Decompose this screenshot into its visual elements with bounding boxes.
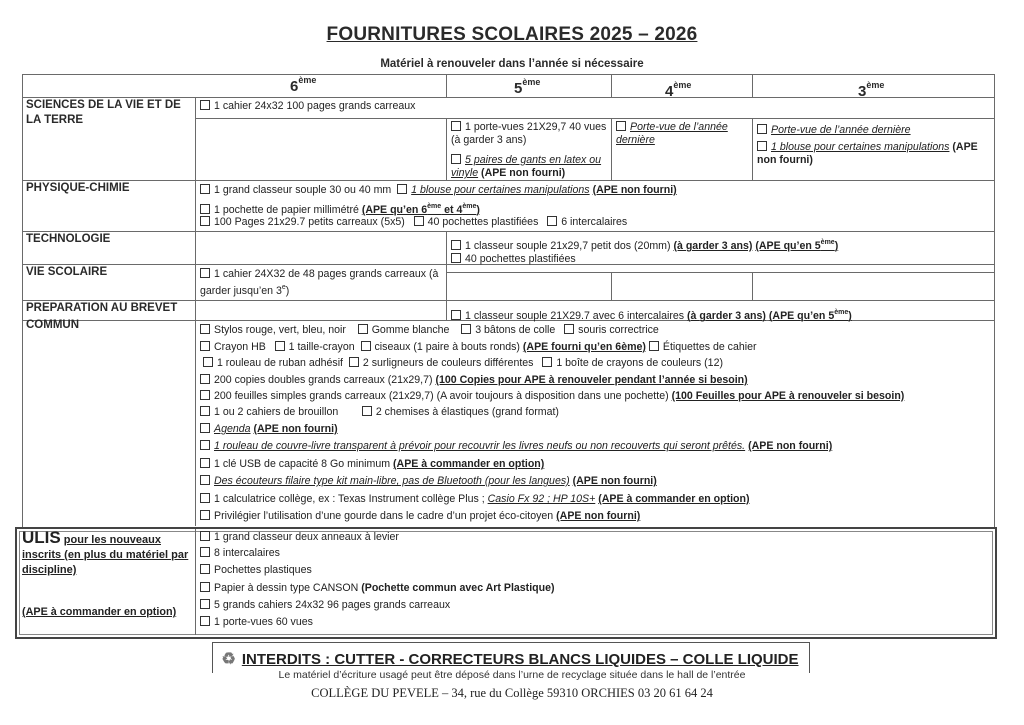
checkbox-icon[interactable] xyxy=(362,406,372,416)
ulis-note: (APE à commander en option) xyxy=(22,606,177,618)
list-item: 1 rouleau de couvre-livre transparent à prévoir pour recouvrir les livres neufs ou non recouverts qui seront prêtés. (APE non fourni) xyxy=(200,440,832,453)
list-item: 1 pochette de papier millimétré (APE qu’en 6ème et 4ème) xyxy=(200,200,480,217)
list-item: 1 cahier 24X32 de 48 pages grands carreaux (à garder jusqu’en 3e) xyxy=(200,268,439,297)
list-item: 1 grand classeur deux anneaux à levier xyxy=(200,531,399,544)
page-title: FOURNITURES SCOLAIRES 2025 – 2026 xyxy=(326,24,698,45)
checkbox-icon[interactable] xyxy=(757,124,767,134)
section-vie-scolaire: VIE SCOLAIRE xyxy=(26,266,108,278)
checkbox-icon[interactable] xyxy=(200,458,210,468)
checkbox-icon[interactable] xyxy=(547,216,557,226)
list-item: Des écouteurs filaire type kit main-libre, pas de Bluetooth (pour les langues) (APE non fourni) xyxy=(200,475,657,488)
checkbox-icon[interactable] xyxy=(200,390,210,400)
checkbox-icon[interactable] xyxy=(200,204,210,214)
list-item: 1 ou 2 cahiers de brouillon 2 chemises à élastiques (grand format) xyxy=(200,406,559,419)
checkbox-icon[interactable] xyxy=(200,216,210,226)
list-item: 1 classeur souple 21X29.7 avec 6 intercalaires (à garder 3 ans) (APE qu’en 5ème) xyxy=(451,306,852,323)
forbidden-items: ♻ INTERDITS : CUTTER - CORRECTEURS BLANCS LIQUIDES – COLLE LIQUIDE xyxy=(221,651,799,668)
checkbox-icon[interactable] xyxy=(200,475,210,485)
checkbox-icon[interactable] xyxy=(451,253,461,263)
list-item: 200 copies doubles grands carreaux (21x29,7) (100 Copies pour APE à renouveler pendant l’année si besoin) xyxy=(200,374,748,387)
checkbox-icon[interactable] xyxy=(200,406,210,416)
checkbox-icon[interactable] xyxy=(200,616,210,626)
list-item: Papier à dessin type CANSON (Pochette commun avec Art Plastique) xyxy=(200,582,555,595)
list-item: 40 pochettes plastifiées xyxy=(451,253,576,266)
list-item: 5 grands cahiers 24x32 96 pages grands carreaux xyxy=(200,599,450,612)
checkbox-icon[interactable] xyxy=(461,324,471,334)
list-item: 1 cahier 24x32 100 pages grands carreaux xyxy=(200,100,415,113)
list-item: Porte-vue de l’année dernière xyxy=(757,124,911,137)
checkbox-icon[interactable] xyxy=(414,216,424,226)
school-address: COLLÈGE DU PEVELE – 34, rue du Collège 59310 ORCHIES 03 20 61 64 24 xyxy=(311,686,713,700)
level-3: 3ème xyxy=(858,80,885,100)
checkbox-icon[interactable] xyxy=(200,100,210,110)
checkbox-icon[interactable] xyxy=(200,599,210,609)
checkbox-icon[interactable] xyxy=(200,531,210,541)
list-item: 8 intercalaires xyxy=(200,547,280,560)
checkbox-icon[interactable] xyxy=(649,341,659,351)
level-5: 5ème xyxy=(514,77,541,97)
level-6: 6ème xyxy=(290,75,317,95)
checkbox-icon[interactable] xyxy=(275,341,285,351)
checkbox-icon[interactable] xyxy=(200,440,210,450)
checkbox-icon[interactable] xyxy=(542,357,552,367)
list-item: 1 calculatrice collège, ex : Texas Instrument collège Plus ; Casio Fx 92 ; HP 10S+ (APE à commander en option) xyxy=(200,493,750,506)
list-item: 100 Pages 21x29.7 petits carreaux (5x5) 40 pochettes plastifiées 6 intercalaires xyxy=(200,216,627,229)
checkbox-icon[interactable] xyxy=(200,268,210,278)
checkbox-icon[interactable] xyxy=(203,357,213,367)
list-item: Stylos rouge, vert, bleu, noir Gomme blanche 3 bâtons de colle souris correctrice xyxy=(200,324,659,337)
checkbox-icon[interactable] xyxy=(451,154,461,164)
list-item: 5 paires de gants en latex ou vinyle (APE non fourni) xyxy=(451,154,602,179)
section-techno: TECHNOLOGIE xyxy=(26,233,111,245)
list-item: 200 feuilles simples grands carreaux (21x29,7) (A avoir toujours à disposition dans une pochette) (100 Feuilles pour APE à renouveler si besoin) xyxy=(200,390,904,403)
checkbox-icon[interactable] xyxy=(200,582,210,592)
section-brevet: PREPARATION AU BREVET xyxy=(26,302,178,314)
section-svt: SCIENCES DE LA VIE ET DE LA TERRE xyxy=(26,99,181,126)
checkbox-icon[interactable] xyxy=(358,324,368,334)
checkbox-icon[interactable] xyxy=(451,310,461,320)
checkbox-icon[interactable] xyxy=(616,121,626,131)
recycle-icon: ♻ xyxy=(221,651,236,668)
list-item: Privilégier l’utilisation d’une gourde dans le cadre d’un projet éco-citoyen (APE non fourni) xyxy=(200,510,640,523)
list-item: 1 blouse pour certaines manipulations (APE non fourni) xyxy=(757,141,978,166)
checkbox-icon[interactable] xyxy=(451,240,461,250)
list-item: Pochettes plastiques xyxy=(200,564,312,577)
page-subtitle: Matériel à renouveler dans l’année si nécessaire xyxy=(380,58,644,70)
section-pc: PHYSIQUE-CHIMIE xyxy=(26,182,130,194)
checkbox-icon[interactable] xyxy=(200,184,210,194)
checkbox-icon[interactable] xyxy=(200,564,210,574)
list-item: 1 porte-vues 60 vues xyxy=(200,616,313,629)
list-item: 1 clé USB de capacité 8 Go minimum (APE à commander en option) xyxy=(200,458,544,471)
level-4: 4ème xyxy=(665,80,692,100)
checkbox-icon[interactable] xyxy=(200,510,210,520)
checkbox-icon[interactable] xyxy=(349,357,359,367)
ulis-title: ULIS pour les nouveaux inscrits (en plus du matériel par discipline) xyxy=(22,528,189,576)
list-item: 1 porte-vues 21X29,7 40 vues (à garder 3 ans) xyxy=(451,121,607,146)
checkbox-icon[interactable] xyxy=(757,141,767,151)
recycle-note: Le matériel d’écriture usagé peut être déposé dans l’urne de recyclage située dans le hall de l’entrée xyxy=(278,669,746,681)
checkbox-icon[interactable] xyxy=(200,374,210,384)
list-item: Porte-vue de l’année dernière xyxy=(616,121,728,146)
checkbox-icon[interactable] xyxy=(361,341,371,351)
checkbox-icon[interactable] xyxy=(200,547,210,557)
checkbox-icon[interactable] xyxy=(200,423,210,433)
list-item: 1 grand classeur souple 30 ou 40 mm 1 blouse pour certaines manipulations (APE non fourni) xyxy=(200,184,677,197)
checkbox-icon[interactable] xyxy=(200,324,210,334)
section-commun: COMMUN xyxy=(26,319,80,331)
checkbox-icon[interactable] xyxy=(397,184,407,194)
checkbox-icon[interactable] xyxy=(564,324,574,334)
list-item: 1 classeur souple 21x29,7 petit dos (20mm) (à garder 3 ans) (APE qu’en 5ème) xyxy=(451,236,838,253)
list-item: 1 rouleau de ruban adhésif 2 surligneurs de couleurs différentes 1 boîte de crayons de couleurs (12) xyxy=(200,357,723,370)
checkbox-icon[interactable] xyxy=(451,121,461,131)
checkbox-icon[interactable] xyxy=(200,341,210,351)
checkbox-icon[interactable] xyxy=(200,493,210,503)
list-item: Agenda (APE non fourni) xyxy=(200,423,338,436)
list-item: Crayon HB 1 taille-crayon ciseaux (1 paire à bouts ronds) (APE fourni qu’en 6ème) Étiquettes de cahier xyxy=(200,341,757,354)
